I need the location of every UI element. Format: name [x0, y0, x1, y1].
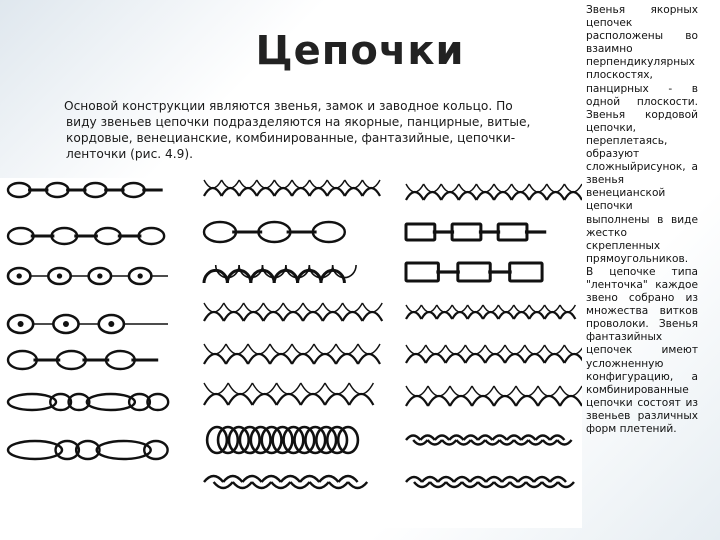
chain-anchor-beaded: [8, 315, 168, 333]
chain-anchor-medium: [8, 228, 164, 244]
chain-venetian: [406, 224, 546, 240]
chain-coil-band: [207, 427, 358, 453]
chain-curb-twisted: [204, 180, 380, 196]
chain-rope-double: [204, 344, 380, 364]
chain-wheat-flat: [406, 477, 574, 487]
chain-rope: [204, 303, 382, 321]
chain-anchor-oval: [8, 351, 158, 369]
chain-anchor-round: [8, 268, 168, 284]
chain-wheat: [204, 476, 367, 488]
chain-anchor-large: [204, 222, 345, 242]
chain-illustration: [0, 178, 582, 528]
chain-types-figure: [0, 178, 582, 528]
side-description: Звенья якорных цепочек расположены во взаимно перпендикулярных плоскостях, панцирных - в одной плоскости. Звенья кордовой цепочки, переплетаясь, образуют сложныйрисунок, а звенья венецианской цепочки выполнены в виде жестко скрепленных прямоугольников. В цепочке типа "ленточка" каждое звено собрано из множества витков проволоки. Звенья фантазийных цепочек имеют усложненную конфигурацию, а комбинированные цепочки состоят из звеньев различных форм плетений.: [586, 4, 698, 435]
chain-figaro: [8, 441, 168, 459]
chain-cord-wide: [406, 386, 582, 406]
chain-cord-thin: [406, 305, 575, 319]
intro-paragraph: Основой конструкции являются звенья, замок и заводное кольцо. По виду звеньев цепочки подразделяются на якорные, панцирные, витые, кордовые, венецианские, комбинированные, фантазийные, цепочки-ленточки (рис. 4.9).: [64, 99, 531, 161]
chain-venetian-wide: [406, 263, 542, 281]
chain-wheat-thin: [406, 436, 572, 445]
chain-anchor-small: [8, 183, 163, 197]
chain-cord-medium: [406, 345, 582, 363]
chain-rope-thick: [204, 383, 373, 405]
chain-scale: [204, 265, 356, 283]
chain-curb-flat: [406, 184, 582, 200]
slide-title: Цепочки: [255, 28, 465, 74]
chain-anchor-long: [8, 394, 168, 410]
